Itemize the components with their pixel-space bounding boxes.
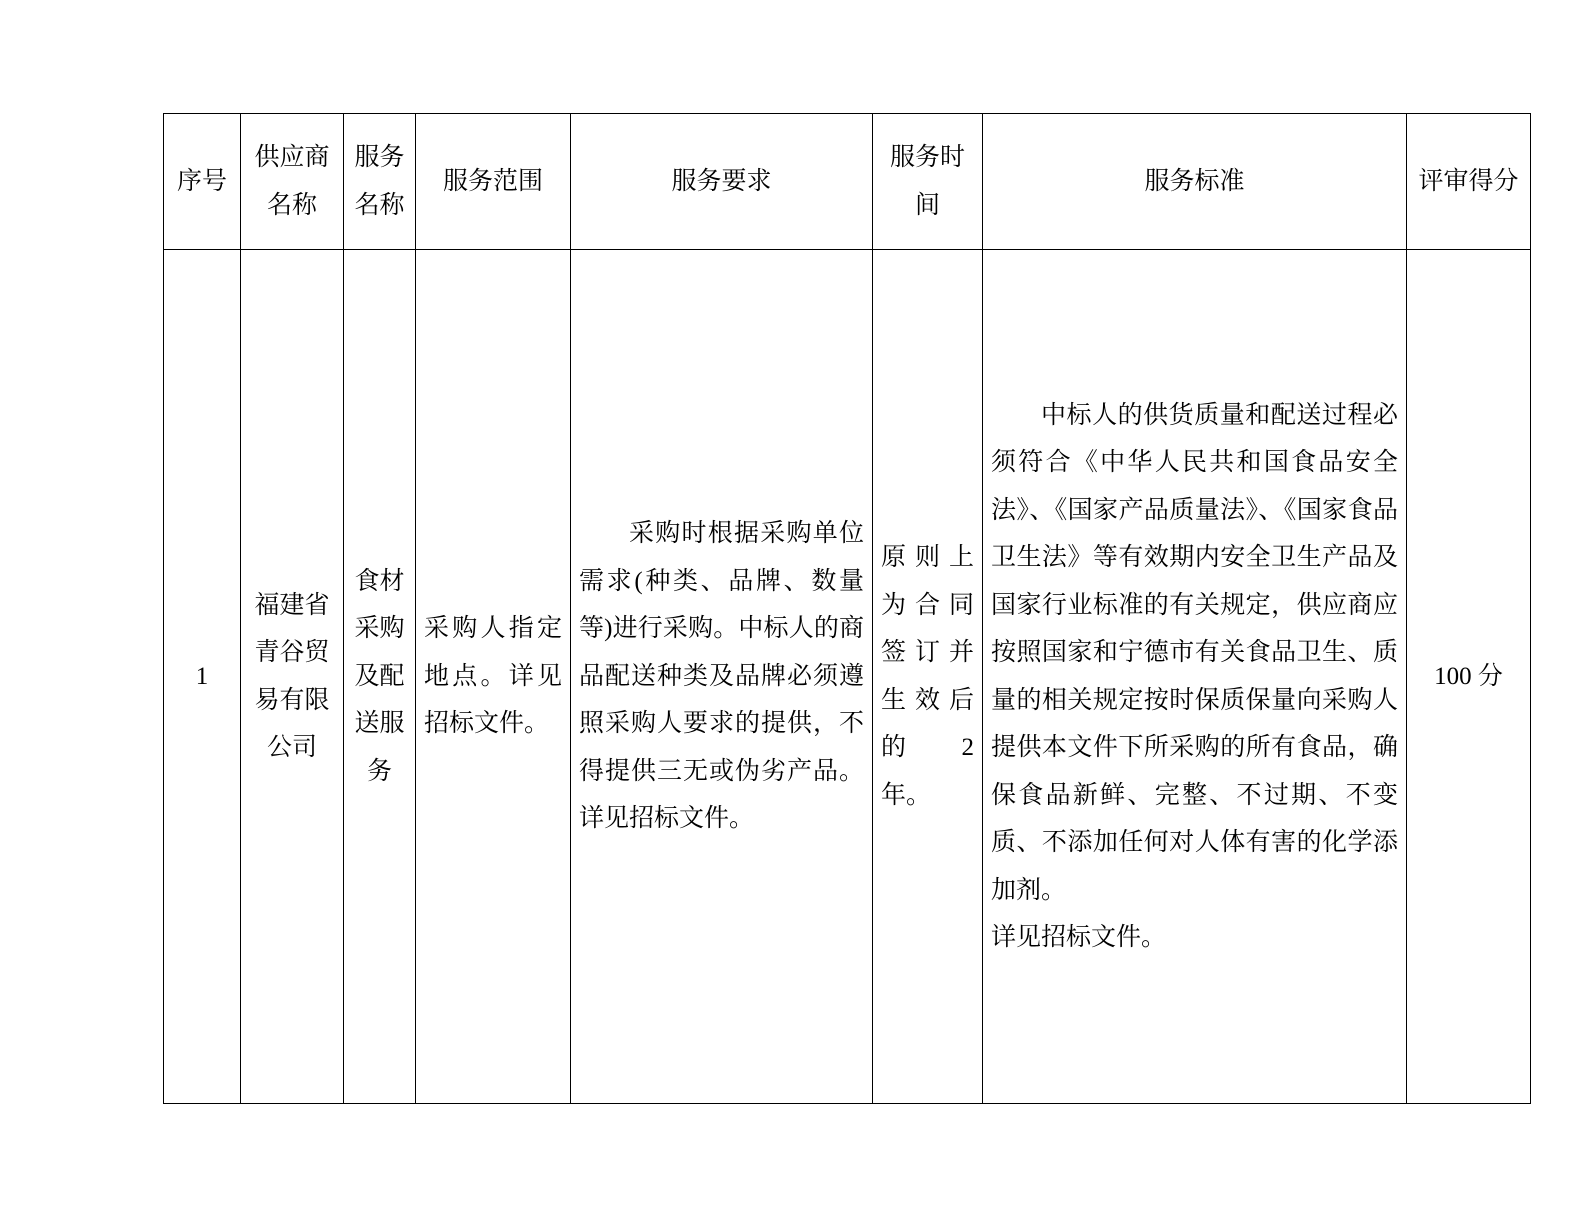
header-supplier: 供应商名称 [241, 114, 344, 250]
cell-score: 100 分 [1407, 250, 1531, 1104]
cell-service-name: 食材采购及配送服务 [344, 250, 416, 1104]
cell-index: 1 [164, 250, 241, 1104]
cell-service-scope: 采购人指定地点。详见招标文件。 [416, 250, 571, 1104]
header-score: 评审得分 [1407, 114, 1531, 250]
header-index: 序号 [164, 114, 241, 250]
cell-service-requirement: 采购时根据采购单位需求(种类、品牌、数量等)进行采购。中标人的商品配送种类及品牌必须遵照采购人要求的提供，不得提供三无或伪劣产品。详见招标文件。 [571, 250, 873, 1104]
table-row [164, 250, 1531, 1104]
cell-service-time: 原则上为合同签订并生效后的 2 年。 [873, 250, 983, 1104]
header-service-time: 服务时间 [873, 114, 983, 250]
service-standard-main: 中标人的供货质量和配送过程必须符合《中华人民共和国食品安全法》、《国家产品质量法》、《国家食品卫生法》等有效期内安全卫生产品及国家行业标准的有关规定，供应商应按照国家和宁德市有关食品卫生、质量的相关规定按时保质保量向采购人提供本文件下所采购的所有食品，确保食品新鲜、完整、不过期、不变质、不添加任何对人体有害的化学添加剂。 [991, 401, 1398, 904]
table-header-row [164, 114, 1531, 250]
table-container [163, 113, 1530, 1104]
evaluation-table [163, 113, 1531, 1104]
header-service-name: 服务名称 [344, 114, 416, 250]
header-service-requirement: 服务要求 [571, 114, 873, 250]
cell-supplier: 福建省青谷贸易有限公司 [241, 250, 344, 1104]
header-service-standard: 服务标准 [983, 114, 1407, 250]
service-standard-note: 详见招标文件。 [991, 924, 1167, 951]
header-service-scope: 服务范围 [416, 114, 571, 250]
cell-service-standard [983, 250, 1407, 1104]
